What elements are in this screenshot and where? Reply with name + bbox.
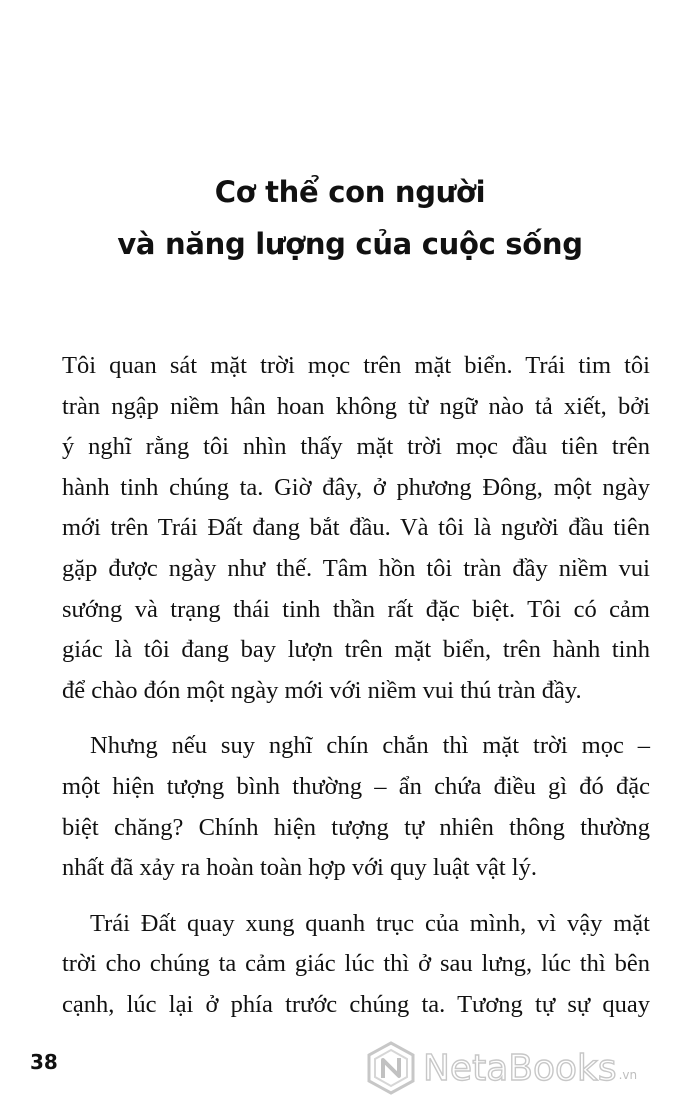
text-line: cạnh, lúc lại ở phía trước chúng ta. Tương tự sự quay <box>62 990 650 1018</box>
paragraph <box>62 346 650 711</box>
netabooks-logo-icon <box>365 1040 417 1096</box>
chapter-title <box>0 166 700 270</box>
text-line: gặp được ngày như thế. Tâm hồn tôi tràn đầy niềm vui <box>62 554 650 582</box>
text-line: hành tinh chúng ta. Giờ đây, ở phương Đông, một ngày <box>62 473 650 501</box>
paragraph-gap <box>62 889 650 904</box>
watermark <box>365 1040 637 1096</box>
paragraph-gap <box>62 711 650 726</box>
text-line: biệt chăng? Chính hiện tượng tự nhiên thông thường <box>62 813 650 841</box>
page-number: 38 <box>30 1050 58 1074</box>
text-line: Trái Đất quay xung quanh trục của mình, vì vậy mặt <box>90 909 650 937</box>
watermark-brand: NetaBooks <box>423 1047 617 1089</box>
chapter-title-line-1: Cơ thể con người <box>214 175 486 209</box>
text-line: ý nghĩ rằng tôi nhìn thấy mặt trời mọc đầu tiên trên <box>62 433 650 461</box>
watermark-suffix: .vn <box>618 1068 638 1082</box>
chapter-title-line-2: và năng lượng của cuộc sống <box>117 227 583 261</box>
text-line: trời cho chúng ta cảm giác lúc thì ở sau lưng, lúc thì bên <box>62 950 650 978</box>
paragraph <box>62 904 650 1026</box>
text-line: nhất đã xảy ra hoàn toàn hợp với quy luật vật lý. <box>62 854 537 882</box>
text-line: Tôi quan sát mặt trời mọc trên mặt biển. Trái tim tôi <box>62 352 650 379</box>
body-text <box>62 346 650 1026</box>
text-line: giác là tôi đang bay lượn trên mặt biển, trên hành tinh <box>62 636 650 664</box>
text-line: sướng và trạng thái tinh thần rất đặc biệt. Tôi có cảm <box>62 595 650 623</box>
text-line: để chào đón một ngày mới với niềm vui thú tràn đầy. <box>62 676 582 704</box>
text-line: tràn ngập niềm hân hoan không từ ngữ nào tả xiết, bởi <box>62 392 650 420</box>
text-line: mới trên Trái Đất đang bắt đầu. Và tôi là người đầu tiên <box>62 514 650 542</box>
text-line: Nhưng nếu suy nghĩ chín chắn thì mặt trời mọc – <box>90 732 650 760</box>
paragraph <box>62 726 650 888</box>
text-line: một hiện tượng bình thường – ẩn chứa điều gì đó đặc <box>62 772 650 800</box>
